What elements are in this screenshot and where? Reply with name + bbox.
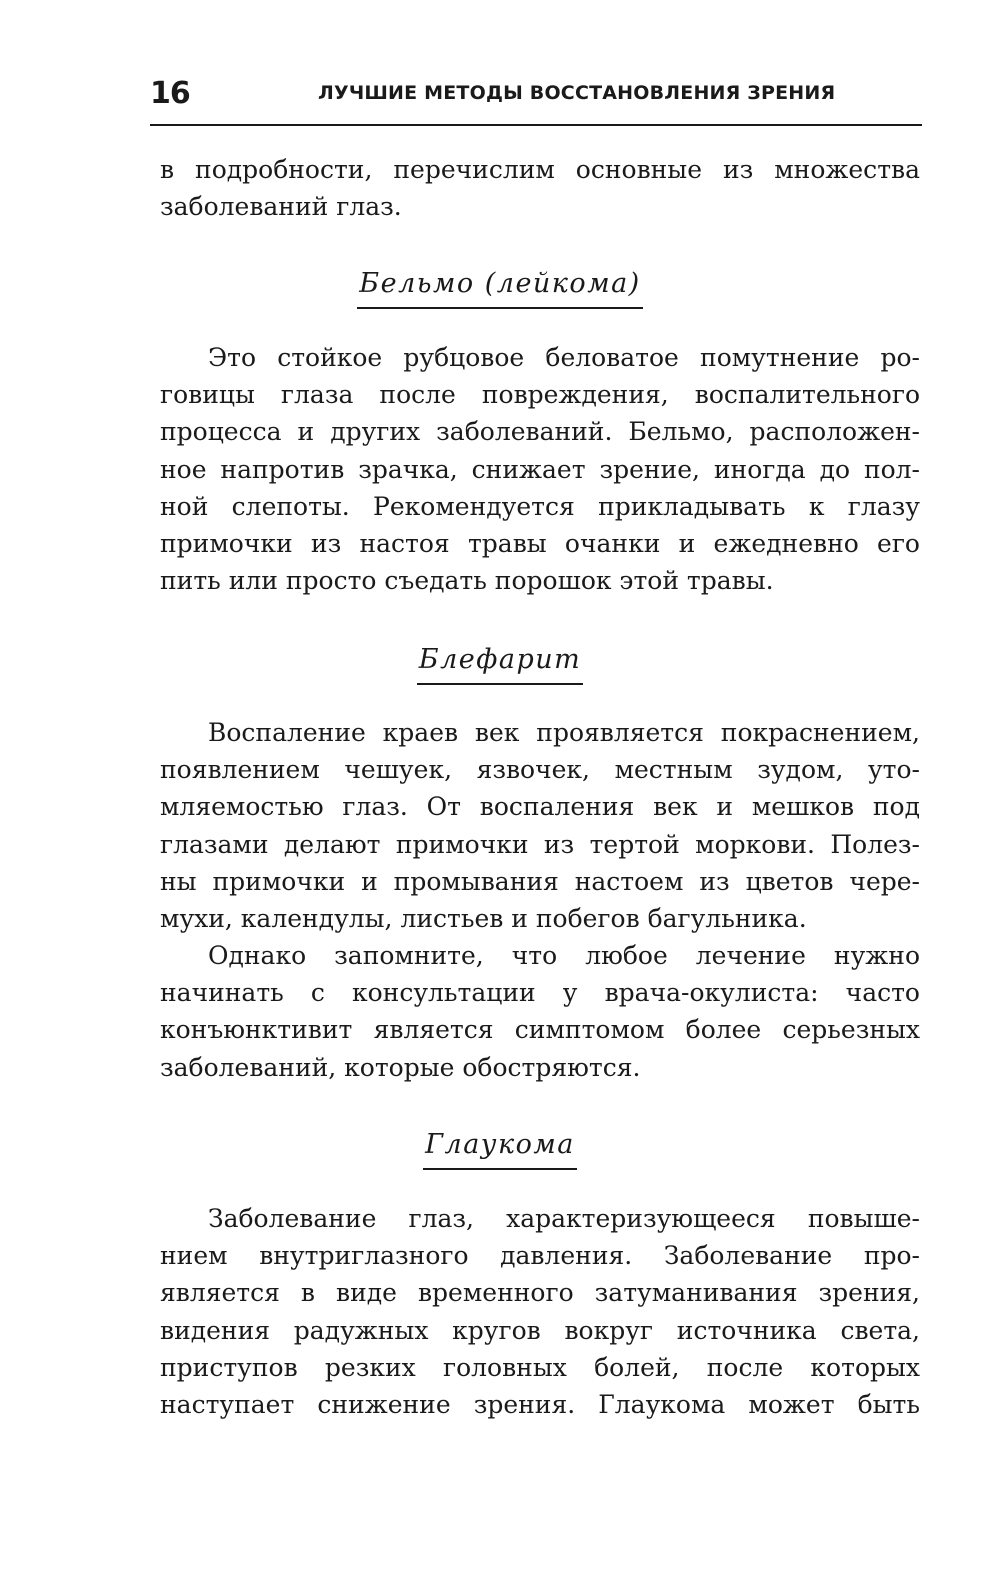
paragraph-glaucoma bbox=[160, 1200, 920, 1423]
text-line: пить или просто съедать порошок этой травы. bbox=[160, 566, 774, 596]
text-line: заболеваний, которые обостряются. bbox=[160, 1052, 641, 1082]
running-header bbox=[150, 72, 922, 126]
text-line: говицы глаза после повреждения, воспалительного bbox=[160, 380, 920, 410]
text-line: процесса и других заболеваний. Бельмо, расположен- bbox=[160, 417, 920, 447]
text-line: мухи, календулы, листьев и побегов багульника. bbox=[160, 904, 807, 934]
text-line: наступает снижение зрения. Глаукома может быть bbox=[160, 1390, 920, 1420]
paragraph-belmo bbox=[160, 339, 920, 599]
text-line: Однако запомните, что любое лечение нужно bbox=[208, 941, 920, 970]
text-line: ны примочки и промывания настоем из цветов чере- bbox=[160, 866, 920, 896]
text-line: глазами делают примочки из тертой моркови. Полез- bbox=[160, 829, 920, 859]
text-line: заболеваний глаз. bbox=[160, 192, 402, 222]
text-line: конъюнктивит является симптомом более серьезных bbox=[160, 1015, 920, 1045]
text-line: ной слепоты. Рекомендуется прикладывать к глазу bbox=[160, 491, 920, 521]
text-line: ное напротив зрачка, снижает зрение, иногда до пол- bbox=[160, 454, 920, 484]
text-line: мляемостью глаз. От воспаления век и мешков под bbox=[160, 792, 920, 822]
page-number: 16 bbox=[150, 76, 190, 111]
intro-paragraph bbox=[160, 151, 920, 225]
paragraph-blepharitis-2 bbox=[160, 937, 920, 1086]
text-line: Воспаление краев век проявляется покраснением, bbox=[208, 718, 920, 747]
paragraph-blepharitis-1 bbox=[160, 714, 920, 937]
text-line: видения радужных кругов вокруг источника света, bbox=[160, 1315, 920, 1345]
text-line: начинать с консультации у врача-окулиста: часто bbox=[160, 978, 920, 1008]
section-heading-blepharitis: Блефарит bbox=[0, 644, 1000, 685]
text-line: появлением чешуек, язвочек, местным зудом, уто- bbox=[160, 755, 920, 785]
text-line: Заболевание глаз, характеризующееся повыше- bbox=[208, 1204, 920, 1233]
section-heading-glaucoma: Глаукома bbox=[0, 1129, 1000, 1170]
section-heading-belmo: Бельмо (лейкома) bbox=[0, 268, 1000, 309]
text-line: Это стойкое рубцовое беловатое помутнение ро- bbox=[208, 343, 920, 372]
running-title: ЛУЧШИЕ МЕТОДЫ ВОССТАНОВЛЕНИЯ ЗРЕНИЯ bbox=[318, 82, 836, 104]
text-line: примочки из настоя травы очанки и ежедневно его bbox=[160, 529, 920, 559]
text-line: является в виде временного затуманивания зрения, bbox=[160, 1278, 920, 1308]
text-line: в подробности, перечислим основные из множества bbox=[160, 155, 920, 184]
text-line: приступов резких головных болей, после которых bbox=[160, 1352, 920, 1382]
text-line: нием внутриглазного давления. Заболевание про- bbox=[160, 1241, 920, 1271]
